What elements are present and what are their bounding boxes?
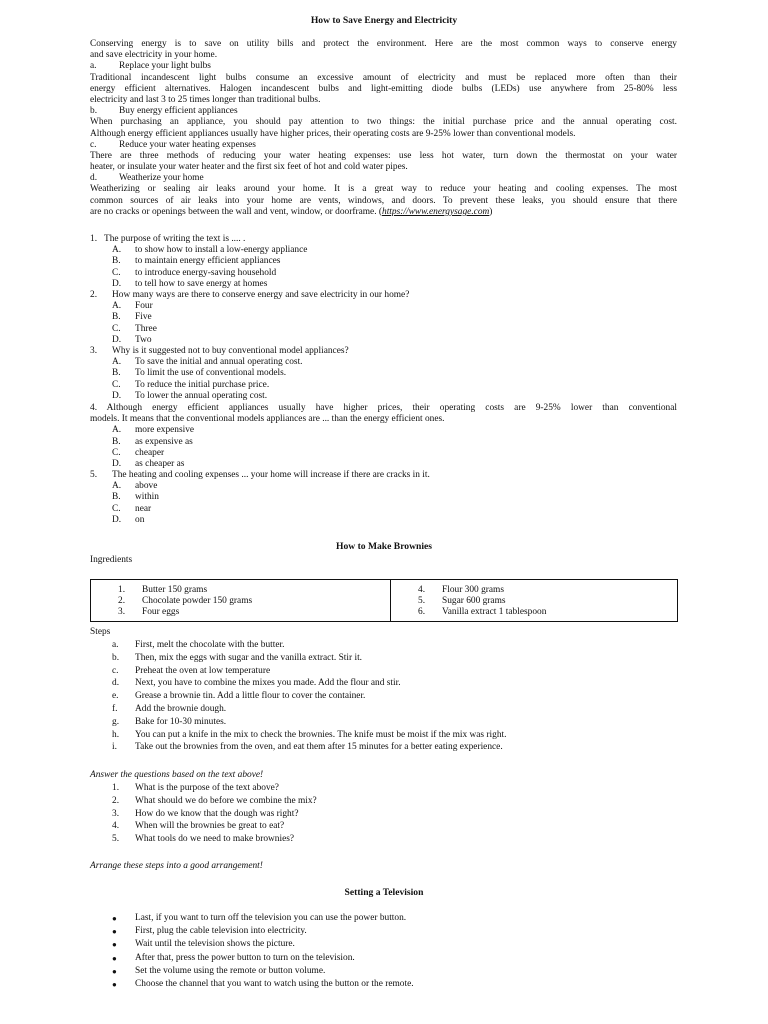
option-letter: C. (112, 379, 121, 390)
option-text: To save the initial and annual operating cost. (135, 357, 303, 368)
section-line: When purchasing an appliance, you should pay attention to two things: the initial purchase price and the annual operating cost. (90, 117, 677, 128)
tv-step-text: First, plug the cable television into electricity. (135, 926, 307, 937)
brownies-title: How to Make Brownies (335, 541, 433, 552)
step-text: Add the brownie dough. (135, 704, 227, 714)
tv-step-text: Choose the channel that you want to watch using the button or the remote. (135, 979, 414, 989)
option-letter: C. (112, 503, 121, 514)
step-text: Then, mix the eggs with sugar and the vanilla extract. Stir it. (135, 652, 363, 663)
tv-step-text: After that, press the power button to turn on the television. (135, 952, 355, 963)
option-letter: D. (112, 334, 122, 345)
option-letter: D. (112, 278, 122, 289)
step-marker: h. (112, 729, 120, 740)
option-text: Five (135, 312, 152, 323)
question-text: models. It means that the conventional models appliances are ... than the energy efficient ones. (90, 414, 445, 425)
option-letter: C. (112, 447, 121, 458)
ingredient-number: 2. (118, 596, 126, 607)
option-letter: B. (112, 492, 121, 503)
energy-passage (90, 39, 677, 218)
step-marker: a. (112, 640, 119, 650)
question-text: Why is it suggested not to buy conventional model appliances? (112, 346, 349, 356)
option-text: to maintain energy efficient appliances (135, 256, 281, 267)
step-marker: e. (112, 691, 119, 702)
section-heading: b. Buy energy efficient appliances (90, 106, 238, 117)
bullet-icon: ● (112, 953, 117, 963)
option-letter: B. (112, 312, 121, 323)
option-text: on (135, 514, 145, 525)
section-line: common sources of air leaks into your home are vents, windows, and doors. To prevent these leaks, you should ensure that there (90, 195, 677, 206)
step-text: First, melt the chocolate with the butter. (135, 640, 285, 650)
question-number: 3. (112, 808, 120, 819)
step-marker: f. (112, 704, 118, 714)
energy-title: How to Save Energy and Electricity (310, 15, 458, 26)
option-text: Three (135, 323, 157, 334)
television-title: Setting a Television (344, 887, 424, 898)
ingredient-text: Flour 300 grams (442, 585, 504, 595)
question-text: How many ways are there to conserve energy and save electricity in our home? (112, 290, 410, 300)
question-number: 5. (90, 470, 98, 480)
option-text: To reduce the initial purchase price. (135, 379, 270, 390)
ingredient-text: Chocolate powder 150 grams (142, 596, 253, 607)
arrange-prompt: Arrange these steps into a good arrangement! (90, 861, 263, 871)
option-letter: D. (112, 390, 122, 401)
source-link[interactable]: https://www.energysage.com (382, 206, 490, 217)
option-text: to introduce energy-saving household (135, 267, 277, 278)
ingredient-number: 5. (418, 596, 426, 607)
bullet-icon: ● (112, 914, 117, 923)
question-text: The purpose of writing the text is .... . (104, 234, 246, 244)
bullet-icon: ● (112, 940, 117, 950)
bullet-icon: ● (112, 927, 117, 937)
ingredient-number: 1. (118, 585, 126, 595)
bullet-icon: ● (112, 980, 117, 989)
question-number: 4. (112, 821, 120, 832)
step-marker: d. (112, 678, 120, 689)
option-letter: D. (112, 459, 122, 469)
option-text: to tell how to save energy at homes (135, 278, 268, 289)
ingredients-table (90, 579, 678, 622)
option-text: To limit the use of conventional models. (135, 368, 287, 379)
bullet-icon: ● (112, 966, 117, 976)
question-text: What tools do we need to make brownies? (135, 834, 295, 845)
steps-label: Steps (90, 627, 111, 637)
option-text: within (135, 492, 159, 503)
question-text: What is the purpose of the text above? (135, 783, 279, 793)
option-text: near (135, 503, 152, 514)
section-heading: c. Reduce your water heating expenses (90, 139, 256, 150)
section-line: heater, or insulate your water heater and the first six feet of hot and cold water pipes. (90, 162, 408, 173)
step-text: You can put a knife in the mix to check the brownies. The knife must be moist if the mix was right. (135, 729, 507, 740)
question-text: The heating and cooling expenses ... your home will increase if there are cracks in it. (112, 470, 430, 480)
step-text: Bake for 10-30 minutes. (135, 716, 227, 727)
step-marker: g. (112, 716, 120, 727)
tv-step-text: Wait until the television shows the picture. (135, 939, 295, 950)
section-line: Weatherizing or sealing air leaks around your home. It is a great way to reduce your heating and cooling expenses. The most (90, 184, 677, 195)
step-text: Grease a brownie tin. Add a little flour to cover the container. (135, 691, 366, 702)
option-text: cheaper (135, 447, 165, 458)
ingredient-number: 6. (418, 607, 426, 618)
step-text: Next, you have to combine the mixes you made. Add the flour and stir. (135, 678, 401, 689)
option-text: more expensive (135, 425, 195, 436)
section-line: Although energy efficient appliances usually have higher prices, their operating costs are 9-25% lower than conventional models. (90, 128, 576, 139)
option-text: as expensive as (135, 436, 193, 447)
question-number: 5. (112, 834, 120, 845)
option-letter: B. (112, 436, 121, 447)
question-number: 3. (90, 346, 98, 356)
option-letter: B. (112, 256, 121, 267)
option-letter: A. (112, 425, 122, 436)
option-text: Two (135, 334, 152, 345)
option-text: above (135, 481, 158, 492)
section-line: There are three methods of reducing your water heating expenses: use less hot water, turn down the thermostat on your water (90, 150, 677, 161)
option-letter: A. (112, 357, 122, 368)
step-text: Preheat the oven at low temperature (135, 665, 271, 676)
ingredient-number: 3. (118, 607, 126, 618)
step-marker: b. (112, 652, 120, 663)
question-text: What should we do before we combine the mix? (135, 795, 317, 806)
intro-line: Conserving energy is to save on utility bills and protect the environment. Here are the most common ways to conserve energy (90, 39, 677, 49)
question-text: When will the brownies be great to eat? (135, 821, 285, 832)
section-heading: a. Replace your light bulbs (90, 61, 211, 72)
ingredient-text: Sugar 600 grams (442, 596, 506, 607)
section-heading: d. Weatherize your home (90, 173, 204, 184)
question-number: 2. (90, 290, 98, 300)
option-letter: C. (112, 323, 121, 334)
option-letter: B. (112, 368, 121, 379)
option-letter: A. (112, 301, 122, 312)
section-line: Traditional incandescent light bulbs consume an excessive amount of electricity and must be replaced more often than their (90, 72, 677, 83)
ingredient-number: 4. (418, 585, 426, 595)
question-text: How do we know that the dough was right? (135, 808, 299, 819)
option-text: as cheaper as (135, 459, 185, 469)
option-letter: C. (112, 267, 121, 278)
table-divider (390, 580, 391, 621)
step-text: Take out the brownies from the oven, and eat them after 15 minutes for a better eating experience. (135, 742, 503, 753)
section-line: are no cracks or openings between the wall and vent, window, or doorframe. (https://www.energysage.com) (90, 206, 493, 217)
ingredient-text: Vanilla extract 1 tablespoon (442, 607, 547, 618)
option-text: To lower the annual operating cost. (135, 390, 268, 401)
intro-line: and save electricity in your home. (90, 50, 218, 61)
question-number: 1. (112, 783, 120, 793)
step-marker: c. (112, 665, 119, 676)
tv-step-text: Last, if you want to turn off the television you can use the power button. (135, 913, 407, 923)
ingredient-text: Butter 150 grams (142, 585, 208, 595)
section-line: electricity and last 3 to 25 times longer than traditional bulbs. (90, 94, 321, 105)
question-number: 2. (112, 795, 120, 806)
answer-prompt: Answer the questions based on the text above! (90, 770, 264, 780)
option-letter: D. (112, 514, 122, 525)
option-text: Four (135, 301, 153, 312)
question-number: 1. (90, 234, 98, 244)
question-text: 4. Although energy efficient appliances usually have higher prices, their operating costs are 9-25% lower than conventional (90, 403, 677, 413)
tv-step-text: Set the volume using the remote or button volume. (135, 965, 326, 976)
step-marker: i. (112, 742, 117, 753)
ingredient-text: Four eggs (142, 607, 180, 618)
option-letter: A. (112, 481, 122, 492)
option-text: to show how to install a low-energy appliance (135, 245, 308, 256)
ingredients-label: Ingredients (90, 555, 133, 565)
section-line: energy efficient alternatives. Halogen incandescent bulbs and light-emitting diode bulbs (LEDs) use anywhere from 25-80% less (90, 83, 677, 94)
option-letter: A. (112, 245, 122, 256)
